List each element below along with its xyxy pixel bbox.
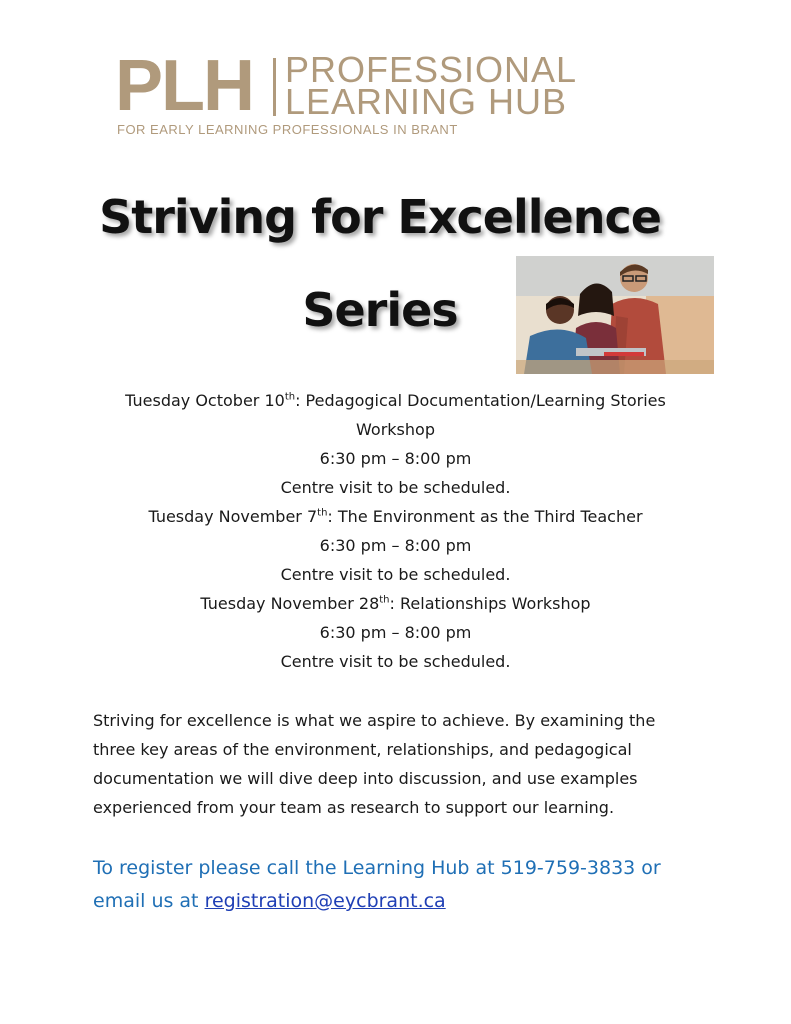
event-1-topic: : Pedagogical Documentation/Learning Stories [295,391,666,410]
description-line: Striving for excellence is what we aspire to achieve. By examining the [93,711,656,730]
event-1-time: 6:30 pm – 8:00 pm [319,449,472,468]
series-description [93,706,703,822]
page-title-line1: Striving for Excellence [99,190,661,244]
event-1-topic-continued: Workshop [356,420,435,439]
register-email-prefix: email us at [93,890,205,912]
event-2-time: 6:30 pm – 8:00 pm [319,536,472,555]
description-line: documentation we will dive deep into discussion, and use examples [93,769,638,788]
description-line: three key areas of the environment, relationships, and pedagogical [93,740,632,759]
event-1-ordinal: th [284,391,296,403]
description-line: experienced from your team as research to support our learning. [93,798,615,817]
logo-name-line2: LEARNING HUB [285,81,568,122]
logo-name [285,49,578,122]
event-3-heading [60,589,731,618]
event-2-date: Tuesday November 7 [148,507,318,526]
event-3-time: 6:30 pm – 8:00 pm [319,623,472,642]
event-2-ordinal: th [317,507,328,519]
logo-tagline: FOR EARLY LEARNING PROFESSIONALS IN BRANT [117,122,458,137]
event-1-visit: Centre visit to be scheduled. [280,478,511,497]
event-2-heading [60,502,731,531]
page-title-line2: Series [302,283,458,337]
event-1-date: Tuesday October 10 [125,391,285,410]
plh-logo [115,46,655,140]
event-3-topic: : Relationships Workshop [389,594,591,613]
event-3-visit: Centre visit to be scheduled. [280,652,511,671]
students-at-laptop-photo [516,256,714,374]
register-phone-line: To register please call the Learning Hub at 519-759-3833 or [93,857,661,879]
event-2-visit: Centre visit to be scheduled. [280,565,511,584]
logo-name-line1: PROFESSIONAL [285,49,578,90]
logo-mark: PLH [115,46,253,126]
event-list [60,386,731,676]
event-2-topic: : The Environment as the Third Teacher [327,507,643,526]
registration-email-link[interactable]: registration@eycbrant.ca [204,890,446,912]
logo-divider [273,58,276,116]
register-email-line [93,885,713,918]
event-1-heading [60,386,731,415]
event-3-date: Tuesday November 28 [200,594,380,613]
event-3-ordinal: th [379,594,390,606]
registration-info [93,852,713,918]
